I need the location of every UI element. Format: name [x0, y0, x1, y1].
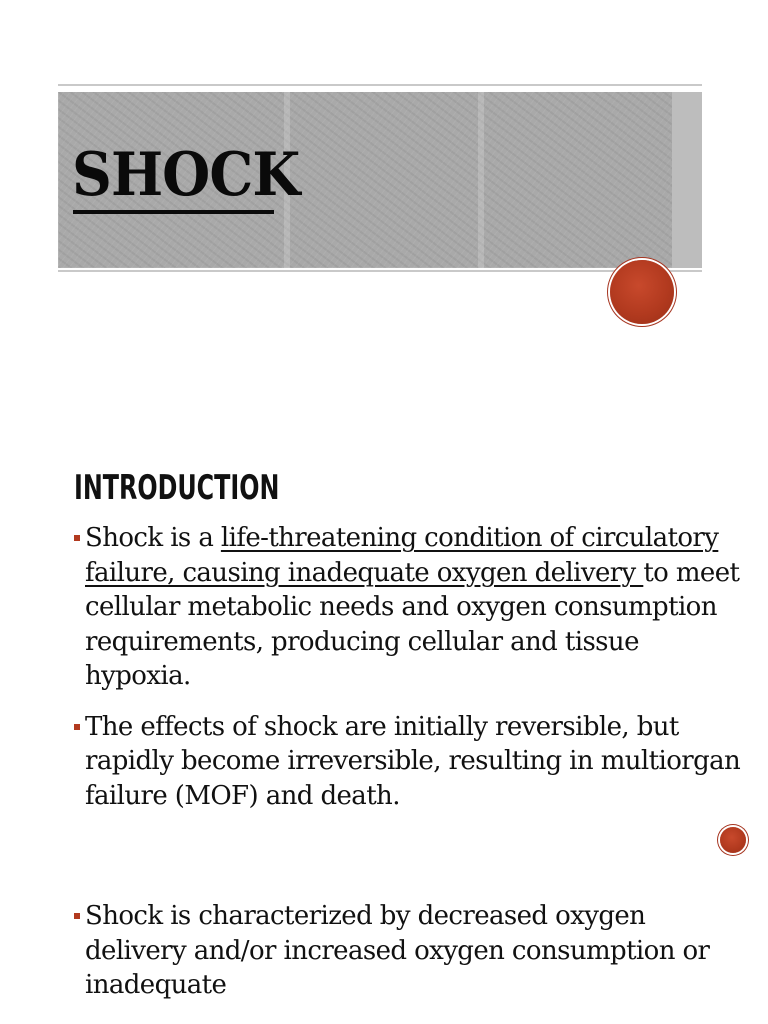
square-bullet-icon [74, 535, 80, 541]
bullet-text: Shock is characterized by decreased oxygen delivery and/or increased oxygen consumption or inadequate [85, 901, 710, 1000]
bullet-item [74, 521, 744, 694]
square-bullet-icon [74, 724, 80, 730]
slide-title: SHOCK [72, 140, 300, 210]
banner-bottom-rule [58, 270, 702, 272]
red-circle-decoration-icon [610, 260, 674, 324]
title-slide [0, 0, 768, 360]
banner-top-rule [58, 84, 702, 86]
square-bullet-icon [74, 913, 80, 919]
bullet-item [74, 710, 744, 814]
bullet-text: The effects of shock are initially reversible, but rapidly become irreversible, resulting in multiorgan failure (MOF) and death. [85, 711, 741, 811]
bullet-item [74, 899, 744, 1003]
banner-edge [672, 92, 702, 268]
title-underline [73, 210, 274, 214]
red-circle-decoration-icon [720, 827, 746, 853]
bullet-text: to meet cellular metabolic needs and oxygen consumption requirements, producing cellular and tissue hypoxia. [85, 557, 740, 691]
section-heading: INTRODUCTION [74, 468, 280, 508]
bullet-list [74, 521, 744, 1003]
banner-texture-strip [478, 92, 484, 268]
bullet-text: Shock is a [85, 523, 221, 553]
bullet-underlined-text: life-threatening condition of circulatory failure, causing inadequate oxygen delivery [85, 523, 719, 588]
